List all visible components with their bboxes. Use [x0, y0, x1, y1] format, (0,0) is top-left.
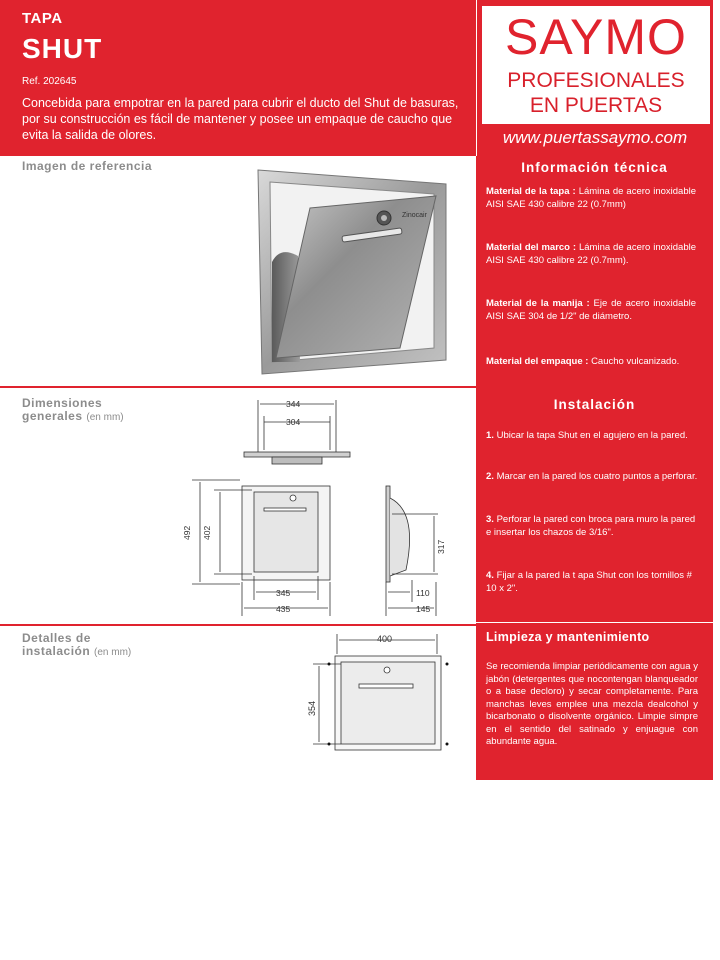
brand-tagline-line2: EN PUERTAS [529, 94, 663, 117]
product-logo-text: Zinocair [402, 212, 427, 219]
installation-label-line2: instalación [22, 644, 91, 658]
section-installation-label [22, 632, 131, 659]
header-banner [0, 0, 476, 156]
dim-top-inner: 304 [286, 417, 301, 427]
maintenance-heading: Limpieza y mantenimiento [486, 630, 650, 644]
tech-item-text: Lámina de acero inoxidable AISI SAE 430 calibre 22 (0.7mm) [486, 186, 696, 210]
step-text: Fijar a la pared la t apa Shut con los tornillos # 10 x 2". [486, 570, 692, 594]
dim-front-width-outer: 435 [276, 604, 291, 614]
installation-step [486, 471, 698, 484]
dim-top-outer: 344 [286, 399, 301, 409]
technical-info-heading: Información técnica [521, 160, 668, 175]
installation-label-line1: Detalles de [22, 631, 91, 645]
tech-item [486, 356, 696, 369]
tech-item [486, 298, 696, 323]
tech-item-text: Eje de acero inoxidable AISI SAE 304 de 1/2" de diámetro. [486, 298, 697, 322]
step-text: Perforar la pared con broca para muro la pared e insertar los chazos de 3/16". [486, 514, 696, 538]
product-description: Concebida para empotrar en la pared para cubrir el ducto del Shut de basuras, por su construcción es fácil de mantener y posee un empaque de caucho que evita la salida de olores. [22, 96, 459, 142]
tech-item-text: Caucho vulcanizado. [591, 356, 680, 367]
tech-item-text: Lámina de acero inoxidable AISI SAE 430 calibre 22 (0.7mm). [486, 242, 696, 266]
installation-step [486, 514, 698, 539]
panel-divider [476, 622, 713, 623]
tech-item-label: Material del empaque : [486, 356, 589, 367]
installation-step [486, 430, 698, 443]
brand-logo [482, 6, 710, 124]
section-reference-image-label: Imagen de referencia [22, 159, 153, 173]
dim-front-height-outer: 492 [182, 525, 192, 540]
tech-item [486, 242, 696, 267]
product-ref: Ref. 202645 [22, 76, 77, 87]
dimensions-unit: (en mm) [86, 412, 124, 423]
product-title-line2: SHUT [22, 33, 103, 64]
step-text: Marcar en la pared los cuatro puntos a perforar. [496, 471, 698, 482]
tech-item-label: Material de la tapa : [486, 186, 576, 197]
brand-tagline-line1: PROFESIONALES [507, 69, 685, 92]
installation-unit: (en mm) [94, 647, 132, 658]
brand-website-link[interactable]: www.puertassaymo.com [502, 128, 688, 147]
product-title-line1: TAPA [22, 10, 63, 27]
dim-side-depth-outer: 145 [416, 604, 431, 614]
info-panel [476, 156, 713, 780]
maintenance-text: Se recomienda limpiar periódicamente con agua y jabón (detergentes que nocontengan blanqueador o a base decloro) y secar completamente. Para manchas leves emplee una mezcla dealcohol y bicarbonato o disolvente orgánico. Limpie simpre en el sentido del satinado y enjuague con abundante agua. [486, 661, 698, 747]
dimensions-label-line1: Dimensiones [22, 396, 103, 410]
dimensions-drawing [180, 394, 460, 620]
dim-install-width: 400 [377, 634, 393, 644]
installation-heading: Instalación [553, 397, 636, 412]
step-text: Ubicar la tapa Shut en el agujero en la pared. [496, 430, 688, 441]
installation-step [486, 570, 698, 595]
dim-side-depth-inner: 110 [416, 588, 430, 598]
section-divider [0, 386, 476, 388]
installation-drawing [305, 630, 455, 760]
tech-item [486, 186, 696, 211]
dim-install-height: 354 [307, 700, 317, 716]
brand-name: SAYMO [505, 9, 687, 65]
section-dimensions-label [22, 397, 124, 424]
tech-item-label: Material de la manija : [486, 298, 590, 309]
step-number: 3. [486, 514, 494, 525]
step-number: 1. [486, 430, 494, 441]
dim-front-width-inner: 345 [276, 588, 291, 598]
product-reference-image [250, 166, 450, 378]
step-number: 2. [486, 471, 494, 482]
tech-item-label: Material del marco : [486, 242, 577, 253]
dimensions-label-line2: generales [22, 409, 83, 423]
dim-side-height: 317 [436, 539, 446, 554]
step-number: 4. [486, 570, 494, 581]
section-divider [0, 624, 476, 626]
dim-front-height-inner: 402 [202, 525, 212, 540]
